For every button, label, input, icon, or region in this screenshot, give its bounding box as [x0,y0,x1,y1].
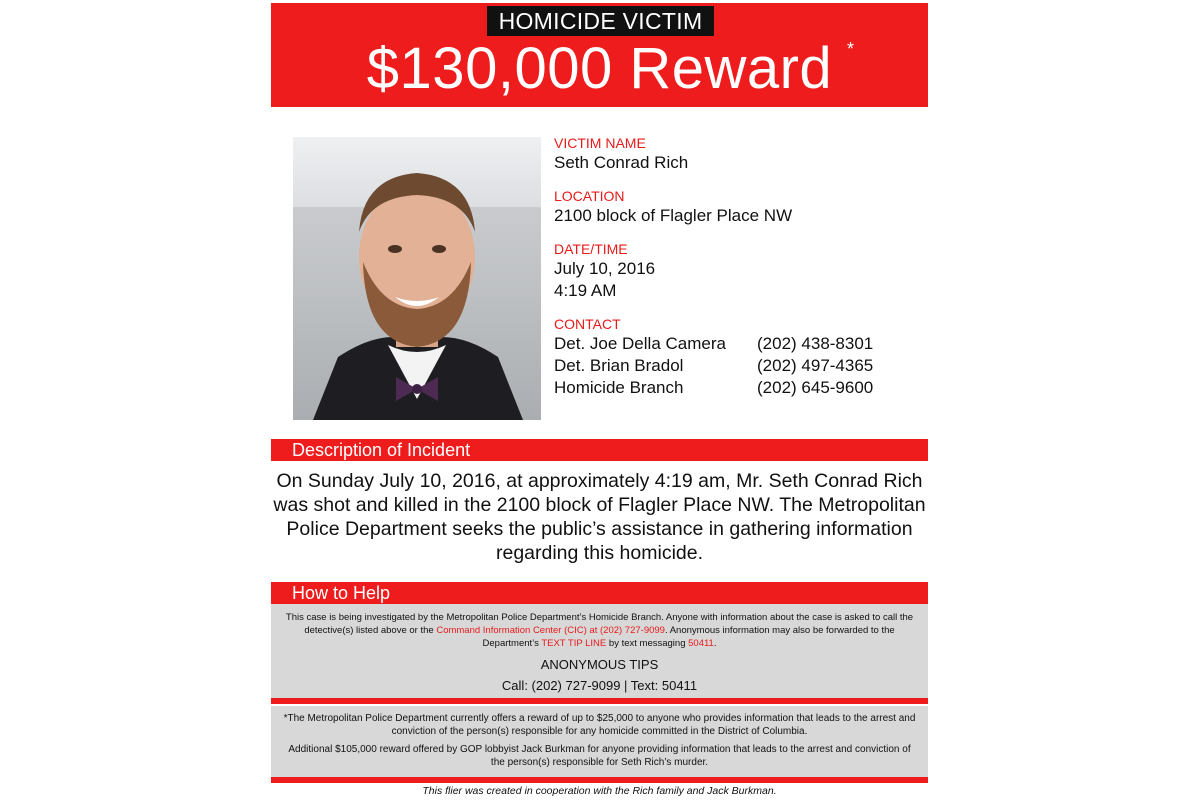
description-text: On Sunday July 10, 2016, at approximately 4:19 am, Mr. Seth Conrad Rich was shot and killed in the 2100 block of Flagler Place NW. The Metropolitan Police Department seeks the public’s assistance in gathering information regarding this homicide. [273,470,926,564]
victim-name: Seth Conrad Rich [554,153,689,172]
help-text-part: . [713,638,717,649]
help-text-part: by text messaging [606,638,689,649]
contact-phone: (202) 497-4365 [757,356,874,375]
how-to-help-box [271,604,928,698]
reward-header [271,3,928,107]
reward-notes-box [271,706,928,777]
contact-row [554,333,914,355]
time-value: 4:19 AM [554,281,617,300]
location-block [554,188,914,227]
reward-note-mpd: *The Metropolitan Police Department currently offers a reward of up to $25,000 to anyone who provides information that leads to the arrest and conviction of the person(s) responsible for any homicide committed in the District of Columbia. [283,713,916,737]
date-value: July 10, 2016 [554,259,656,278]
contact-phone: (202) 645-9600 [757,378,874,397]
reward-amount: $130,000 Reward [366,36,833,101]
help-text-part: . Anonymous information may also be forwarded to the Department’s [482,625,895,649]
red-divider-bottom [271,777,928,783]
anonymous-tips-contact: Call: (202) 727-9099 | Text: 50411 [501,678,698,693]
how-to-help-title: How to Help [292,583,391,603]
contact-row [554,377,914,399]
text-tip-line: TEXT TIP LINE [541,638,607,649]
datetime-block [554,241,914,302]
red-divider [271,698,928,704]
reward-notes [283,712,916,774]
victim-info [554,135,914,413]
description-title: Description of Incident [292,440,471,460]
description-bar [271,439,928,461]
contact-row [554,355,914,377]
contact-name: Det. Brian Bradol [554,356,684,375]
flyer [271,0,928,800]
contact-name: Homicide Branch [554,378,684,397]
cic-phone-text: Command Information Center (CIC) at (202) 727-9099 [436,625,665,636]
location-value: 2100 block of Flagler Place NW [554,206,793,225]
text-number: 50411 [688,638,714,649]
homicide-victim-badge: HOMICIDE VICTIM [487,6,714,36]
contact-label: CONTACT [554,316,621,332]
contact-name: Det. Joe Della Camera [554,334,726,353]
location-label: LOCATION [554,188,625,204]
contact-block [554,316,914,399]
anonymous-tips-heading: ANONYMOUS TIPS [540,657,659,672]
how-to-help-bar [271,582,928,604]
help-text-part: This case is being investigated by the Metropolitan Police Department’s Homicide Branch. Anyone with information about the case is asked to call the detective(s) listed above or the [285,612,914,636]
victim-photo [293,137,541,420]
reward-note-burkman: Additional $105,000 reward offered by GOP lobbyist Jack Burkman for anyone providing information that leads to the arrest and conviction of the person(s) responsible for Seth Rich’s murder. [288,744,911,768]
datetime-label: DATE/TIME [554,241,628,257]
victim-name-block [554,135,914,174]
reward-asterisk: * [847,39,855,59]
contact-phone: (202) 438-8301 [757,334,874,353]
victim-name-label: VICTIM NAME [554,135,646,151]
how-to-help-text [283,611,916,650]
footer-credit: This flier was created in cooperation with the Rich family and Jack Burkman. [422,785,777,797]
